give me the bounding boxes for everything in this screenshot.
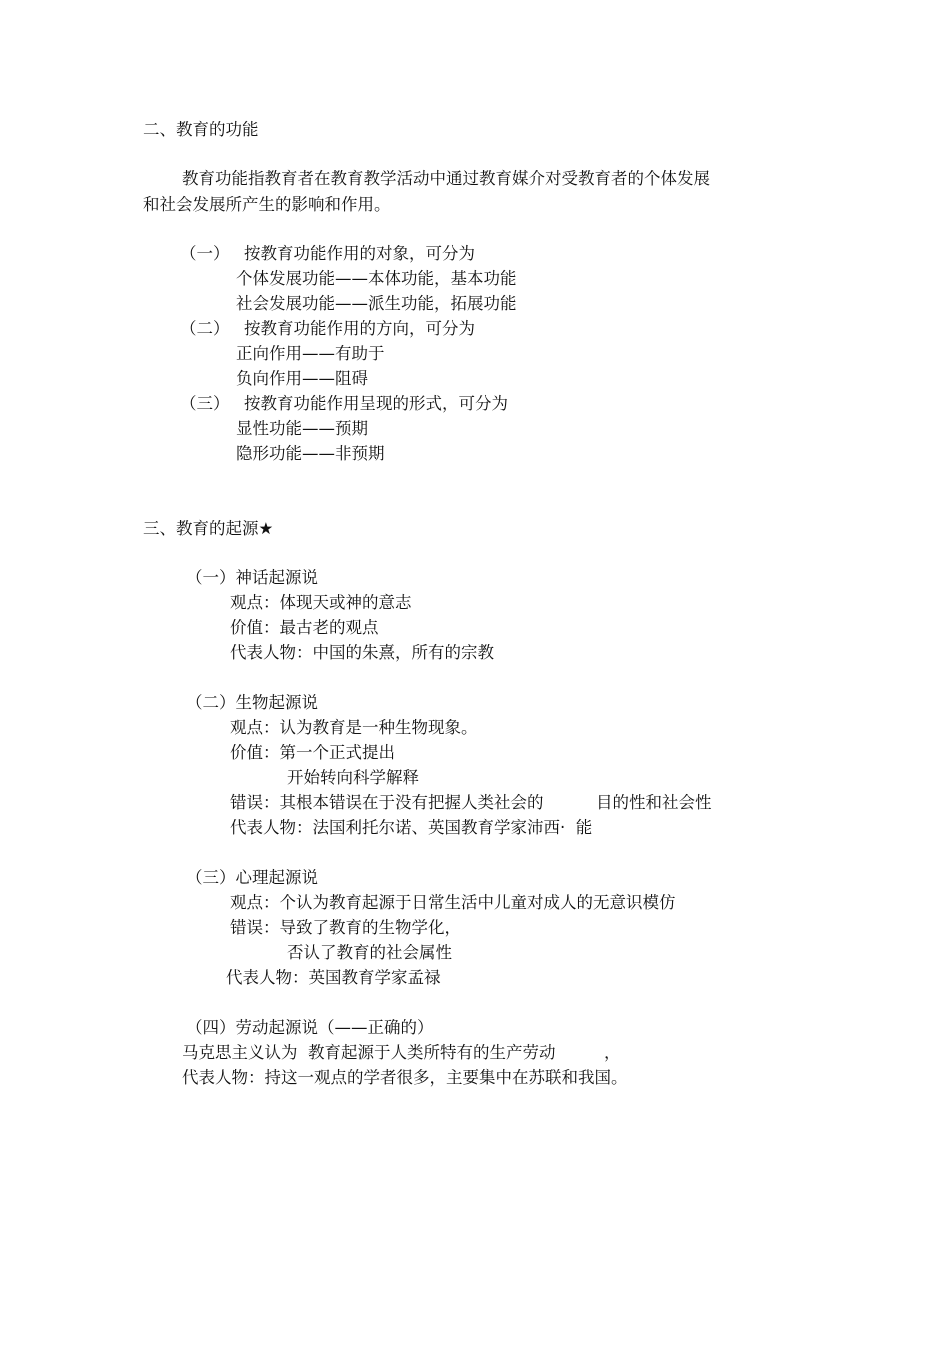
psy-origin-representative: 代表人物：英国教育学家孟禄	[226, 968, 441, 987]
bio-origin-view: 观点：认为教育是一种生物现象。	[230, 718, 478, 737]
bio-origin-error-cont: 目的性和社会性	[596, 793, 712, 812]
cat2-item: 负向作用——阻碍	[236, 369, 368, 388]
psy-origin-view: 观点：个认为教育起源于日常生活中儿童对成人的无意识模仿	[230, 893, 676, 912]
cat2-number: （二）	[180, 319, 230, 338]
cat1-text: 按教育功能作用的对象，可分为	[244, 244, 475, 263]
bio-origin-value: 价值：第一个正式提出	[230, 743, 395, 762]
labor-origin-line1: 马克思主义认为 教育起源于人类所特有的生产劳动	[182, 1043, 556, 1062]
labor-origin-title: （四）劳动起源说（——正确的）	[186, 1018, 434, 1037]
myth-origin-line: 观点：体现天或神的意志	[230, 593, 412, 612]
cat3-number: （三）	[180, 394, 230, 413]
psy-origin-title: （三）心理起源说	[186, 868, 318, 887]
cat2-text: 按教育功能作用的方向，可分为	[244, 319, 475, 338]
myth-origin-line: 代表人物：中国的朱熹，所有的宗教	[230, 643, 494, 662]
labor-origin-line2: 代表人物：持这一观点的学者很多，主要集中在苏联和我国。	[182, 1068, 628, 1087]
cat1-number: （一）	[180, 244, 230, 263]
bio-origin-title: （二）生物起源说	[186, 693, 318, 712]
labor-origin-line1-comma: ，	[604, 1043, 621, 1062]
cat1-item: 个体发展功能——本体功能，基本功能	[236, 269, 517, 288]
section2-heading: 二、教育的功能	[143, 120, 259, 139]
section2-intro-line2: 和社会发展所产生的影响和作用。	[143, 195, 391, 214]
psy-origin-error-cont: 否认了教育的社会属性	[287, 943, 452, 962]
bio-origin-error: 错误：其根本错误在于没有把握人类社会的	[230, 793, 544, 812]
section2-intro-line1: 教育功能指教育者在教育教学活动中通过教育媒介对受教育者的个体发展	[182, 169, 710, 188]
section3-heading: 三、教育的起源★	[143, 519, 274, 538]
psy-origin-error: 错误：导致了教育的生物学化，	[230, 918, 461, 937]
cat2-item: 正向作用——有助于	[236, 344, 385, 363]
cat3-item: 隐形功能——非预期	[236, 444, 385, 463]
bio-origin-representative: 代表人物：法国利托尔诺、英国教育学家沛西· 能	[230, 818, 593, 837]
cat3-item: 显性功能——预期	[236, 419, 368, 438]
bio-origin-value-cont: 开始转向科学解释	[287, 768, 419, 787]
myth-origin-title: （一）神话起源说	[186, 568, 318, 587]
myth-origin-line: 价值：最古老的观点	[230, 618, 379, 637]
cat1-item: 社会发展功能——派生功能，拓展功能	[236, 294, 517, 313]
cat3-text: 按教育功能作用呈现的形式，可分为	[244, 394, 508, 413]
